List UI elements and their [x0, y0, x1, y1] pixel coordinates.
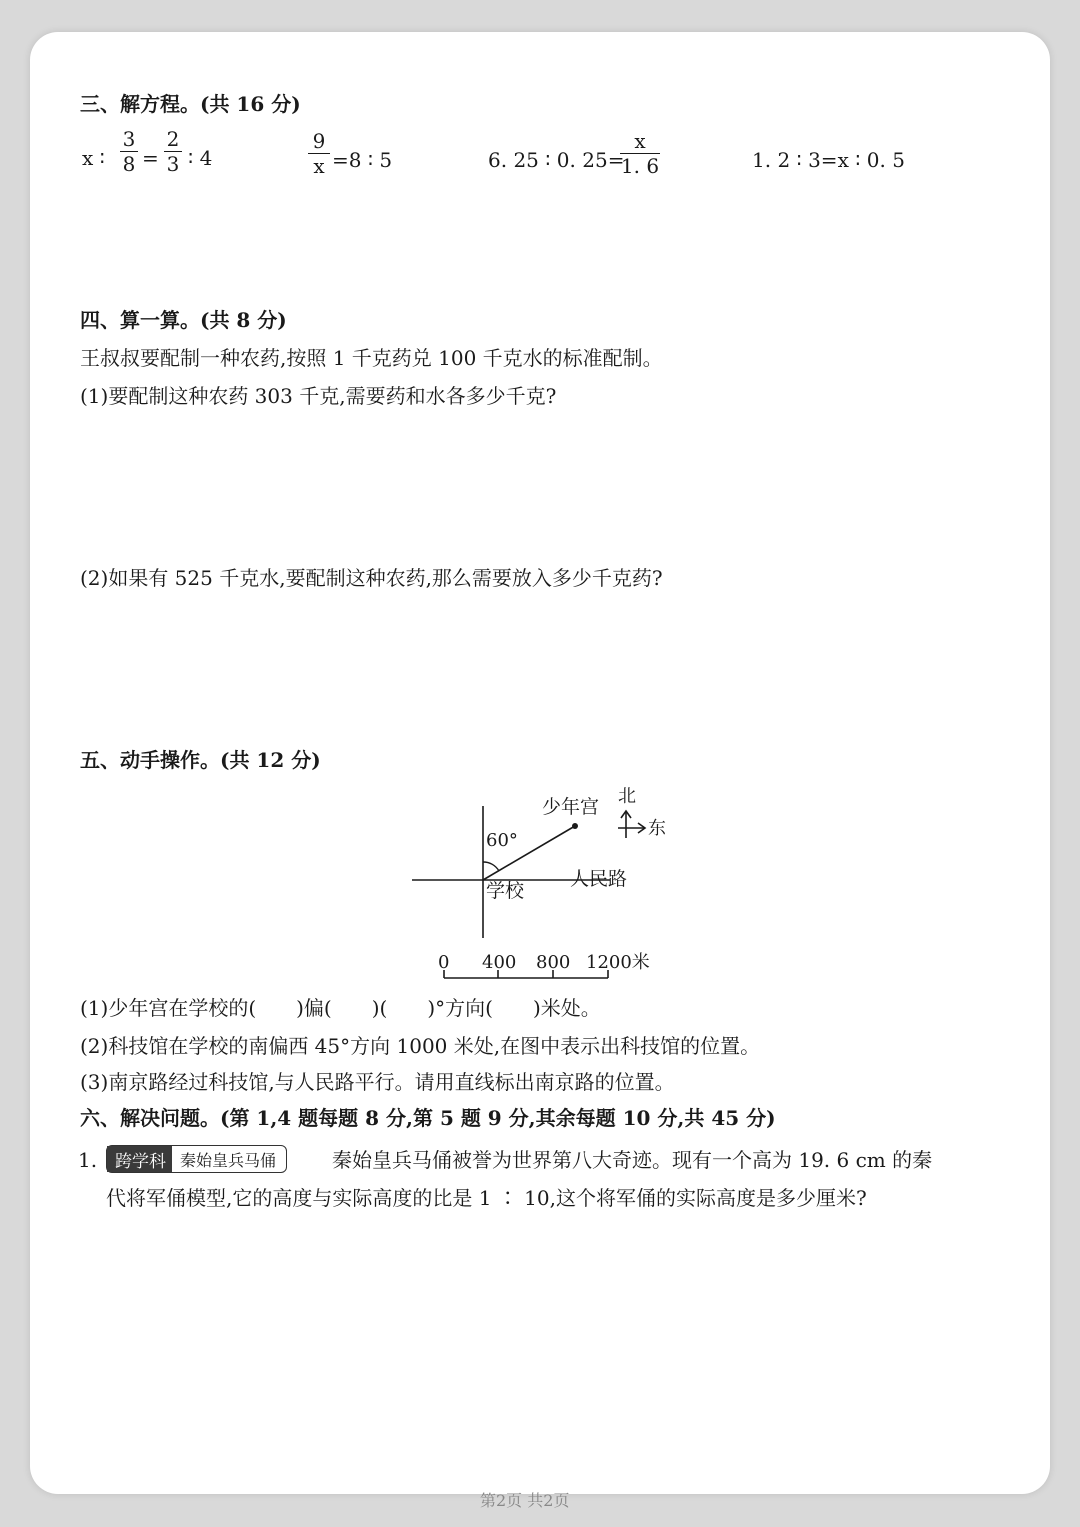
- section3-heading: 三、解方程。(共 16 分): [80, 92, 301, 116]
- east-label: 东: [648, 818, 666, 839]
- palace-label: 少年宫: [542, 796, 600, 818]
- angle-arc: [483, 862, 499, 871]
- section5-question-2: (2)科技馆在学校的南偏西 45°方向 1000 米处,在图中表示出科技馆的位置。: [80, 1034, 761, 1058]
- tag-terracotta: 秦始皇兵马俑: [180, 1150, 277, 1170]
- eq1-rhs: ∶ 4: [188, 146, 213, 170]
- eq2-frac-num: 9: [312, 129, 326, 153]
- compass-icon: [618, 811, 645, 838]
- eq1-lhs: x ∶: [82, 146, 105, 170]
- section4-heading: 四、算一算。(共 8 分): [80, 308, 287, 332]
- scale-label-0: 0: [438, 952, 450, 973]
- eq2-frac-den: x: [313, 154, 325, 178]
- problem-1-line-1: 秦始皇兵马俑被誉为世界第八大奇迹。现有一个高为 19. 6 cm 的秦: [332, 1148, 933, 1172]
- road-label: 人民路: [570, 868, 628, 890]
- equation-4: 1. 2 ∶ 3=x ∶ 0. 5: [752, 148, 905, 172]
- scale-bar: [444, 970, 608, 978]
- worksheet-page: [30, 32, 1050, 1510]
- palace-point: [572, 823, 578, 829]
- eq1-frac2-den: 3: [166, 152, 180, 176]
- angle-label: 60°: [486, 830, 518, 851]
- eq1-frac1-den: 8: [122, 152, 136, 176]
- section5-heading: 五、动手操作。(共 12 分): [80, 748, 321, 772]
- eq1-frac2-num: 2: [166, 127, 180, 151]
- problem-1-number: 1.: [78, 1148, 98, 1172]
- eq3-frac-num: x: [634, 129, 646, 153]
- map-diagram: [30, 32, 1050, 992]
- section4-intro: 王叔叔要配制一种农药,按照 1 千克药兑 100 千克水的标准配制。: [80, 346, 663, 370]
- tag-cross-subject: 跨学科: [107, 1146, 172, 1172]
- problem-1-line-2: 代将军俑模型,它的高度与实际高度的比是 1 ∶ 10,这个将军俑的实际高度是多少厘米?: [106, 1186, 867, 1210]
- eq2-rhs: =8 ∶ 5: [332, 148, 393, 172]
- north-label: 北: [618, 786, 636, 807]
- section5-question-1: (1)少年宫在学校的( )偏( )( )°方向( )米处。: [80, 996, 601, 1020]
- scale-label-800: 800: [536, 952, 571, 973]
- eq3-frac-den: 1. 6: [620, 154, 660, 178]
- school-label: 学校: [486, 880, 525, 902]
- scale-label-400: 400: [482, 952, 517, 973]
- eq3-lhs: 6. 25 ∶ 0. 25=: [488, 148, 625, 172]
- section4-question-1: (1)要配制这种农药 303 千克,需要药和水各多少千克?: [80, 384, 557, 408]
- scale-label-1200: 1200米: [586, 952, 650, 973]
- page-footer: 第2页 共2页: [480, 1491, 570, 1510]
- eq1-equals: =: [142, 146, 159, 170]
- eq1-frac1-num: 3: [122, 127, 136, 151]
- cross-subject-tag: [106, 1145, 287, 1173]
- section6-heading: 六、解决问题。(第 1,4 题每题 8 分,第 5 题 9 分,其余每题 10 分,共 45 分): [80, 1106, 776, 1130]
- section4-question-2: (2)如果有 525 千克水,要配制这种农药,那么需要放入多少千克药?: [80, 566, 663, 590]
- section5-question-3: (3)南京路经过科技馆,与人民路平行。请用直线标出南京路的位置。: [80, 1070, 675, 1094]
